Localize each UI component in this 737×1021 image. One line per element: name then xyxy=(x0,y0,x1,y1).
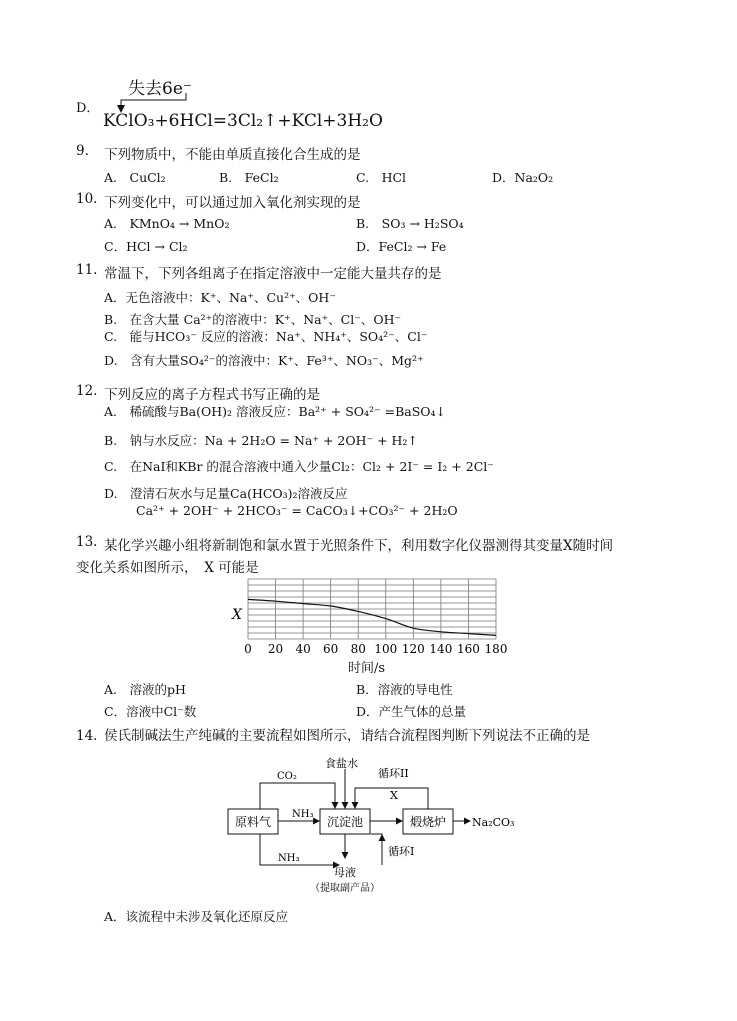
label-cycle-1: 循环I xyxy=(388,845,415,858)
chart-y-label: X xyxy=(232,607,242,623)
q11-option-a[interactable]: A．无色溶液中：K⁺、Na⁺、Cu²⁺、OH⁻ xyxy=(104,290,336,305)
q10-option-b[interactable]: B. SO₃ → H₂SO₄ xyxy=(356,216,464,231)
label-nh3-top: NH₃ xyxy=(292,809,314,820)
label-co2: CO₂ xyxy=(277,771,297,782)
q13-stem-line2: 变化关系如图所示， X 可能是 xyxy=(76,560,259,576)
x-tick-label: 80 xyxy=(350,642,366,656)
x-tick-label: 100 xyxy=(374,642,398,656)
q13-number: 13. xyxy=(76,534,98,550)
redox-equation: KClO₃+6HCl=3Cl₂↑+KCl+3H₂O xyxy=(103,111,383,131)
q11-stem: 常温下，下列各组离子在指定溶液中一定能大量共存的是 xyxy=(104,266,442,282)
label-cycle-2: 循环II xyxy=(378,767,409,780)
chart-x-label: 时间/s xyxy=(348,661,386,676)
x-tick-label: 160 xyxy=(456,642,480,656)
label-mother-note: （提取副产品） xyxy=(310,883,380,894)
label-mother-liquor: 母液 xyxy=(334,866,356,879)
q11-option-c[interactable]: C. 能与HCO₃⁻ 反应的溶液：Na⁺、NH₄⁺、SO₄²⁻、Cl⁻ xyxy=(104,329,428,344)
label-nh3-bottom: NH₃ xyxy=(278,853,300,864)
q11-option-b[interactable]: B. 在含大量 Ca²⁺的溶液中：K⁺、Na⁺、Cl⁻、OH⁻ xyxy=(104,312,402,327)
x-tick-label: 120 xyxy=(401,642,425,656)
arrow-cycle-1 xyxy=(371,834,382,865)
q10-option-c[interactable]: C．HCl → Cl₂ xyxy=(104,239,188,254)
x-tick-label: 60 xyxy=(323,642,339,656)
label-brine: 食盐水 xyxy=(325,757,358,770)
chart-x-ticks xyxy=(244,642,507,656)
box-settling-tank-label: 沉淀池 xyxy=(326,815,364,829)
q12-stem: 下列反应的离子方程式书写正确的是 xyxy=(104,387,320,403)
x-tick-label: 40 xyxy=(295,642,311,656)
q9-option-d[interactable]: D．Na₂O₂ xyxy=(492,170,554,185)
q10-stem: 下列变化中，可以通过加入氧化剂实现的是 xyxy=(104,195,361,211)
q10-number: 10. xyxy=(76,191,98,207)
q13-option-d[interactable]: D．产生气体的总量 xyxy=(356,704,467,719)
chart-series-line xyxy=(248,599,496,635)
process-flow-diagram xyxy=(220,755,540,900)
x-tick-label: 20 xyxy=(267,642,284,656)
q11-number: 11. xyxy=(76,262,98,278)
q9-option-a[interactable]: A. CuCl₂ xyxy=(104,170,166,185)
arrow-nh3-to-mother xyxy=(260,834,339,865)
q9-stem: 下列物质中，不能由单质直接化合生成的是 xyxy=(104,147,361,163)
q13-option-a[interactable]: A. 溶液的pH xyxy=(104,682,186,697)
box-raw-gas-label: 原料气 xyxy=(234,815,272,829)
q12-option-c[interactable]: C. 在NaI和KBr 的混合溶液中通入少量Cl₂：Cl₂ + 2I⁻ = I₂ + 2Cl⁻ xyxy=(104,459,494,474)
electron-transfer-label: 失去6e⁻ xyxy=(128,79,192,99)
q9-option-c[interactable]: C. HCl xyxy=(356,170,407,185)
label-x: X xyxy=(390,789,398,802)
x-tick-label: 180 xyxy=(484,642,508,656)
q12-number: 12. xyxy=(76,383,98,399)
q14-stem: 侯氏制碱法生产纯碱的主要流程如图所示，请结合流程图判断下列说法不正确的是 xyxy=(104,728,590,744)
q12-option-a[interactable]: A. 稀硫酸与Ba(OH)₂ 溶液反应：Ba²⁺ + SO₄²⁻ =BaSO₄↓ xyxy=(104,404,447,419)
box-calciner-label: 煅烧炉 xyxy=(409,815,447,829)
q9-option-b[interactable]: B. FeCl₂ xyxy=(219,170,279,185)
q13-option-c[interactable]: C．溶液中Cl⁻数 xyxy=(104,704,197,719)
option-d-label: D． xyxy=(76,101,100,116)
q13-stem-line1: 某化学兴趣小组将新制饱和氯水置于光照条件下，利用数字化仪器测得其变量X随时间 xyxy=(104,538,614,554)
q9-number: 9. xyxy=(76,143,89,159)
q13-option-b[interactable]: B．溶液的导电性 xyxy=(356,682,453,697)
arrow-co2 xyxy=(260,783,335,809)
q10-option-d[interactable]: D．FeCl₂ → Fe xyxy=(356,239,447,254)
q10-option-a[interactable]: A. KMnO₄ → MnO₂ xyxy=(104,216,230,231)
x-tick-label: 0 xyxy=(244,642,252,656)
chart-grid xyxy=(248,579,496,639)
x-tick-label: 140 xyxy=(429,642,453,656)
q12-option-d[interactable]: D. 澄清石灰水与足量Ca(HCO₃)₂溶液反应 xyxy=(104,486,348,501)
q11-option-d[interactable]: D. 含有大量SO₄²⁻的溶液中：K⁺、Fe³⁺、NO₃⁻、Mg²⁺ xyxy=(104,353,424,368)
label-product: Na₂CO₃ xyxy=(472,816,515,829)
q12-option-d-equation: Ca²⁺ + 2OH⁻ + 2HCO₃⁻ = CaCO₃↓+CO₃²⁻ + 2H₂O xyxy=(136,503,458,518)
q14-option-a[interactable]: A．该流程中未涉及氧化还原反应 xyxy=(104,909,289,924)
q12-option-b[interactable]: B. 钠与水反应：Na + 2H₂O = Na⁺ + 2OH⁻ + H₂↑ xyxy=(104,433,418,448)
q14-number: 14． xyxy=(76,728,107,744)
